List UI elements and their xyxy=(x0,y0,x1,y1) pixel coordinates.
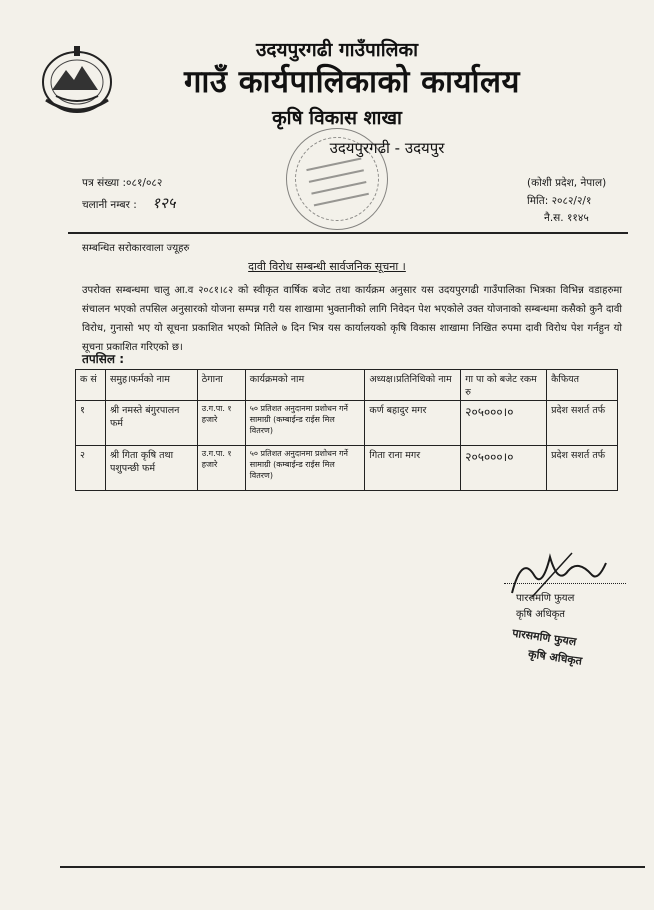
signature-line xyxy=(504,583,626,584)
dispatch-number-value: १२५ xyxy=(152,194,176,212)
dispatch-number xyxy=(82,193,176,213)
cell-address: उ.ग.पा. १ हजारे xyxy=(197,446,245,491)
cell-chairperson: गिता राना मगर xyxy=(365,446,461,491)
office-name: गाउँ कार्यपालिकाको कार्यालय xyxy=(183,64,521,100)
cell-firm: श्री गिता कृषि तथा पशुपन्छी फर्म xyxy=(105,446,197,491)
signatory-name: पारसमणि फुयल xyxy=(516,593,575,604)
header-remarks: कैफियत xyxy=(547,370,618,401)
office-address: उदयपुरगढी - उदयपुर xyxy=(329,139,445,157)
cell-serial: २ xyxy=(76,446,106,491)
footer-divider xyxy=(60,866,645,868)
cell-address: उ.ग.पा. १ हजारे xyxy=(197,401,245,446)
dispatch-number-label: चलानी नम्बर : xyxy=(82,199,137,211)
reference-number: नै.स. ११४५ xyxy=(544,212,589,224)
province-label: (कोशी प्रदेश, नेपाल) xyxy=(527,177,607,189)
letter-date: मिति: २०८२/२/१ xyxy=(527,195,592,207)
branch-name: कृषि विकास शाखा xyxy=(272,107,402,129)
title-stamp: कृषि अधिकृत xyxy=(527,647,583,668)
table-row xyxy=(76,401,618,446)
table-header-row xyxy=(76,370,618,401)
cell-serial: १ xyxy=(76,401,106,446)
cell-program: ५० प्रतिशत अनुदानमा प्रशोधन गर्ने सामाग्री (कम्बाईन्ड राईस मिल वितरण) xyxy=(245,401,365,446)
cell-remarks: प्रदेश सशर्त तर्फ xyxy=(547,446,618,491)
header-chairperson: अध्यक्ष।प्रतिनिधिको नाम xyxy=(365,370,461,401)
header-program: कार्यक्रमको नाम xyxy=(245,370,365,401)
header-firm: समुह।फर्मको नाम xyxy=(105,370,197,401)
notice-body: उपरोक्त सम्बन्धमा चालु आ.व २०८१।८२ को स्वीकृत वार्षिक बजेट तथा कार्यक्रम अनुसार यस उदयपुरगढी गाउँपालिका भित्रका विभिन्न वडाहरुमा संचालन भएको तपसिल अनुसारको योजना सम्पन्न गरी यस शाखामा भुक्तानीको लागि निवेदन पेश भएकोले उक्त योजनाको सम्बन्धमा कसैको कुनै दावी विरोध, गुनासो भए यो सूचना प्रकाशित भएको मितिले ७ दिन भित्र यस कार्यालयको कृषि विकास शाखामा निखित रुपमा दावी विरोध पेश गर्नहुन यो सूचना प्रकाशित गरिएको छ। xyxy=(82,285,622,353)
cell-budget: २०५०००।० xyxy=(461,446,547,491)
office-stamp xyxy=(277,119,398,240)
cell-chairperson: कर्ण बहादुर मगर xyxy=(365,401,461,446)
table-row xyxy=(76,446,618,491)
cell-program: ५० प्रतिशत अनुदानमा प्रशोधन गर्ने सामाग्री (कम्बाईन्ड राईस मिल वितरण) xyxy=(245,446,365,491)
municipality-name: उदयपुरगढी गाउँपालिका xyxy=(255,39,419,61)
addressee: सम्बन्धित सरोकारवाला ज्यूहरु xyxy=(82,243,190,254)
header-serial: क सं xyxy=(76,370,106,401)
notice-subject: दावी विरोध सम्बन्धी सार्वजनिक सूचना । xyxy=(248,260,406,273)
details-heading: तपसिल : xyxy=(82,352,124,366)
signatory-title: कृषि अधिकृत xyxy=(516,609,565,620)
cell-firm: श्री नमस्ते बंगुरपालन फर्म xyxy=(105,401,197,446)
header-divider xyxy=(68,232,628,234)
header-address: ठेगाना xyxy=(197,370,245,401)
letter-number: पत्र संख्या :०८१/०८२ xyxy=(82,177,163,189)
cell-remarks: प्रदेश सशर्त तर्फ xyxy=(547,401,618,446)
name-stamp: पारसमणि फुयल xyxy=(511,626,578,649)
header-budget: गा पा को बजेट रकम रु xyxy=(461,370,547,401)
cell-budget: २०५०००।० xyxy=(461,401,547,446)
project-table xyxy=(75,369,618,491)
